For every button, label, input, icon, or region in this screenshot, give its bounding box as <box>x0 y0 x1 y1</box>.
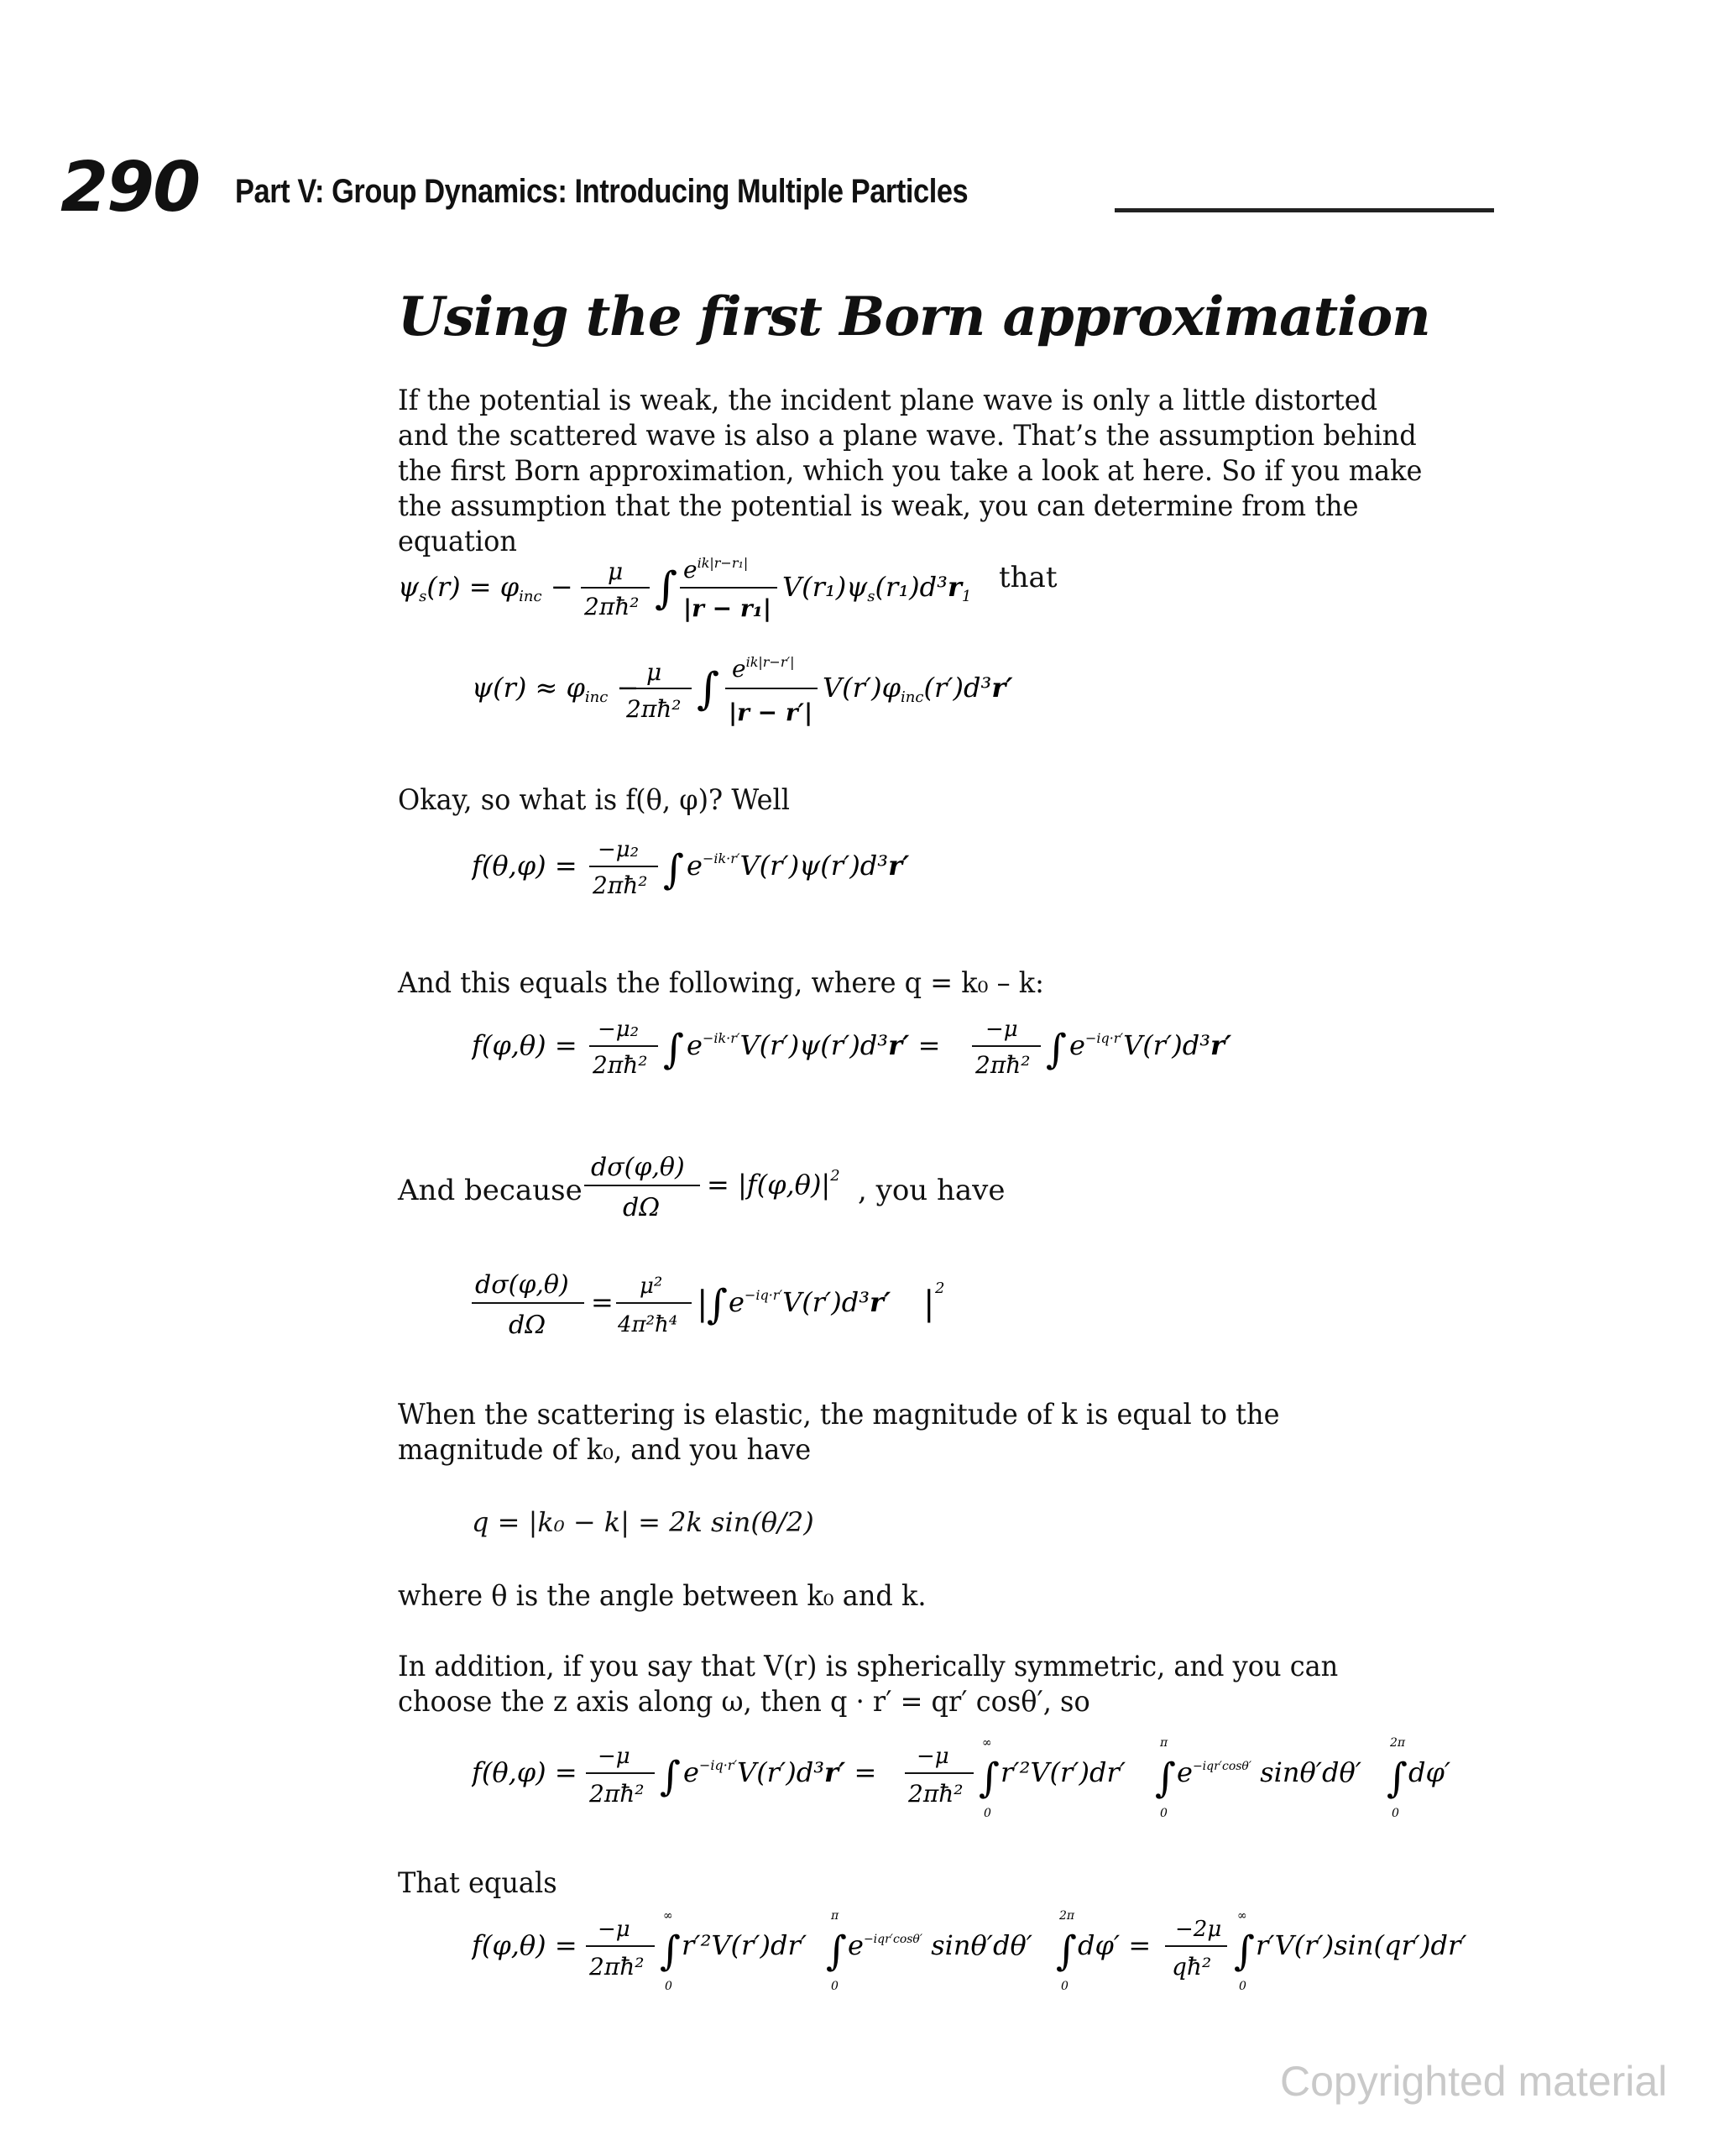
svg-text:f(θ,φ) =: f(θ,φ) = <box>472 850 577 882</box>
equation-8-svg <box>472 1730 1479 1830</box>
copyright-watermark: Copyrighted material <box>1280 2058 1668 2105</box>
equation-1 <box>398 544 1069 644</box>
equation-6 <box>472 1259 992 1359</box>
svg-text:0: 0 <box>1061 1980 1068 1993</box>
svg-text:−μ: −μ <box>985 1017 1018 1042</box>
svg-text:|: | <box>697 1285 708 1323</box>
svg-text:e−iq·r′V(r′)d³r′ =: $e^{-iq\cdot r'}V(r')d^3r'$ = <box>683 1756 877 1788</box>
text-you-have: , you have <box>858 1174 1006 1207</box>
svg-text:4π²ħ⁴: 4π²ħ⁴ <box>618 1312 678 1337</box>
equation-8 <box>472 1730 1479 1838</box>
svg-text:r′V(r′)sin(qr′)dr′: r′V(r′)sin(qr′)dr′ <box>1256 1929 1467 1961</box>
svg-text:2πħ²: 2πħ² <box>626 695 682 723</box>
svg-text:∞: ∞ <box>663 1909 673 1923</box>
svg-text:0: 0 <box>984 1807 991 1820</box>
header-rule <box>1115 208 1494 212</box>
svg-text:|r − r′|: |r − r′| <box>729 699 813 726</box>
svg-text:ψs(r) = φinc −: ψs(r) = φinc − <box>398 571 573 605</box>
svg-text:μ²: μ² <box>640 1274 663 1299</box>
svg-text:∫: ∫ <box>663 846 685 893</box>
svg-text:∫: ∫ <box>697 664 720 714</box>
svg-text:f(φ,θ) =: f(φ,θ) = <box>472 1029 577 1061</box>
svg-text:2πħ²: 2πħ² <box>589 1780 645 1808</box>
svg-text:=: = <box>591 1286 614 1318</box>
svg-text:2: 2 <box>935 1279 945 1297</box>
equation-1-svg <box>398 544 1069 636</box>
text-and-because: And because <box>398 1174 583 1207</box>
svg-text:−μ: −μ <box>598 1917 630 1942</box>
svg-text:2πħ²: 2πħ² <box>908 1780 964 1808</box>
svg-text:dΩ: dΩ <box>509 1311 546 1340</box>
svg-text:∫: ∫ <box>660 1753 682 1800</box>
svg-text:e−iq·r′V(r′)d³r′: $e^{-iq\cdot r'}V(r')d^3r'$ <box>1069 1029 1232 1061</box>
svg-text:2πħ²: 2πħ² <box>975 1051 1031 1079</box>
equation-6-svg <box>472 1259 992 1352</box>
section-title: Using the first Born approximation <box>398 285 1430 348</box>
svg-text:r′²V(r′)dr′: r′²V(r′)dr′ <box>682 1929 807 1961</box>
svg-text:2πħ²: 2πħ² <box>589 1953 645 1981</box>
svg-text:e−iqr′cosθ′ sinθ′dθ′: $e^{-iqr'cos\theta'}$ sinθ′dθ′ <box>848 1929 1033 1961</box>
svg-text:∫: ∫ <box>1234 1928 1256 1975</box>
svg-text:V(r₁)ψs(r₁)d³r1: V(r₁)ψs(r₁)d³r1 <box>782 571 972 605</box>
paragraph-in-addition: In addition, if you say that V(r) is spherically symmetric, and you can choose the z axis along ω, then q · r′ = qr′ cosθ′, so <box>398 1650 1339 1719</box>
svg-text:2π: 2π <box>1390 1736 1406 1750</box>
svg-text:∫: ∫ <box>826 1928 848 1975</box>
paragraph-and-this: And this equals the following, where q = k₀ – k: <box>398 966 1044 1000</box>
svg-text:∫: ∫ <box>1046 1026 1068 1073</box>
svg-text:2πħ²: 2πħ² <box>593 871 648 899</box>
svg-text:ψ(r) ≈ φinc −: ψ(r) ≈ φinc − <box>472 672 640 706</box>
svg-text:−μ: −μ <box>917 1744 949 1769</box>
svg-text:f(φ,θ) =: f(φ,θ) = <box>472 1929 577 1961</box>
equation-3-svg <box>472 831 992 915</box>
svg-text:∫: ∫ <box>660 1928 682 1975</box>
equation-4 <box>472 1011 1294 1102</box>
svg-text:−μ₂: −μ₂ <box>598 837 640 862</box>
svg-text:|: | <box>923 1285 935 1323</box>
svg-text:|r − r₁|: |r − r₁| <box>683 594 772 622</box>
svg-text:μ: μ <box>646 658 662 686</box>
svg-text:2π: 2π <box>1059 1909 1075 1923</box>
equation-5-svg <box>579 1142 856 1234</box>
svg-text:−μ: −μ <box>598 1744 630 1769</box>
svg-text:f(θ,φ) =: f(θ,φ) = <box>472 1756 577 1788</box>
equation-5 <box>579 1142 856 1242</box>
equation-2 <box>472 643 1076 751</box>
equation-7: q = |k₀ − k| = 2k sin(θ/2) <box>472 1506 814 1538</box>
paragraph-elastic: When the scattering is elastic, the magnitude of k is equal to the magnitude of k₀, and you have <box>398 1398 1280 1467</box>
svg-text:= |f(φ,θ)|2: = $|f(\varphi,\theta)|^2$ <box>707 1167 840 1201</box>
svg-text:e−iqr′cosθ′ sinθ′dθ′: $e^{-iqr'cos\theta'}$ sinθ′dθ′ <box>1177 1756 1362 1788</box>
paragraph-intro: If the potential is weak, the incident plane wave is only a little distorted and the scattered wave is also a plane wave. That’s the assumption behind the first Born approximation, which you take a look at here. So if you make the assumption that the potential is weak, you can determine from the equation <box>398 384 1423 558</box>
svg-text:∫: ∫ <box>1155 1755 1177 1802</box>
paragraph-that-equals: That equals <box>398 1866 557 1900</box>
svg-text:∞: ∞ <box>982 1736 992 1750</box>
svg-text:2πħ²: 2πħ² <box>593 1051 648 1079</box>
equation-3 <box>472 831 992 923</box>
svg-text:∫: ∫ <box>663 1026 685 1073</box>
svg-text:qħ²: qħ² <box>1172 1953 1212 1981</box>
equation-4-svg <box>472 1011 1294 1095</box>
svg-text:∫: ∫ <box>655 563 678 614</box>
svg-text:dφ′: dφ′ <box>1408 1756 1451 1788</box>
svg-text:0: 0 <box>831 1980 839 1993</box>
page-number: 290 <box>60 148 200 228</box>
svg-text:eik|r−r′|: $e^{ik|r-r'|}$ <box>732 654 795 683</box>
svg-text:−μ₂: −μ₂ <box>598 1017 640 1042</box>
svg-text:∫: ∫ <box>1056 1928 1078 1975</box>
svg-text:V(r′)φinc(r′)d³r′: V(r′)φinc(r′)d³r′ <box>823 672 1013 706</box>
svg-text:∫: ∫ <box>707 1281 729 1328</box>
svg-text:π: π <box>1160 1736 1168 1750</box>
svg-text:dσ(φ,θ): dσ(φ,θ) <box>475 1270 569 1300</box>
svg-text:e−iq·r′V(r′)d³r′: $e^{-iq\cdot r'}V(r')d^3r'$ <box>729 1286 891 1318</box>
svg-text:0: 0 <box>1160 1807 1168 1820</box>
svg-text:dΩ: dΩ <box>623 1193 661 1222</box>
svg-text:∫: ∫ <box>979 1755 1001 1802</box>
svg-text:0: 0 <box>1239 1980 1246 1993</box>
svg-text:e−ik·r′V(r′)ψ(r′)d³r′: $e^{-ik\cdot r'}V(r')\psi(r')d^3r'$ <box>687 850 910 882</box>
paragraph-okay: Okay, so what is f(θ, φ)? Well <box>398 783 790 817</box>
paragraph-where-theta: where θ is the angle between k₀ and k. <box>398 1579 927 1613</box>
equation-9-svg <box>472 1902 1504 2003</box>
svg-text:0: 0 <box>665 1980 672 1993</box>
equation-9 <box>472 1902 1504 2011</box>
text-that: that <box>999 561 1058 594</box>
svg-text:π: π <box>831 1909 839 1923</box>
svg-text:2πħ²: 2πħ² <box>584 593 640 620</box>
svg-text:dφ′ =: dφ′ = <box>1078 1929 1152 1961</box>
svg-text:−2μ: −2μ <box>1175 1917 1222 1942</box>
svg-text:dσ(φ,θ): dσ(φ,θ) <box>591 1153 685 1182</box>
svg-text:μ: μ <box>608 557 624 585</box>
svg-text:r′²V(r′)dr′: r′²V(r′)dr′ <box>1001 1756 1126 1788</box>
equation-2-svg <box>472 643 1076 744</box>
svg-text:∞: ∞ <box>1237 1909 1247 1923</box>
running-head: Part V: Group Dynamics: Introducing Multiple Particles <box>235 173 969 210</box>
svg-text:eik|r−r₁|: $e^{ik|r-r_1|}$ <box>683 555 749 583</box>
svg-text:0: 0 <box>1392 1807 1399 1820</box>
svg-text:e−ik·r′V(r′)ψ(r′)d³r′ =: $e^{-ik\cdot r'}V(r')\psi(r')d^3r'$ = <box>687 1029 941 1061</box>
svg-text:∫: ∫ <box>1387 1755 1408 1802</box>
